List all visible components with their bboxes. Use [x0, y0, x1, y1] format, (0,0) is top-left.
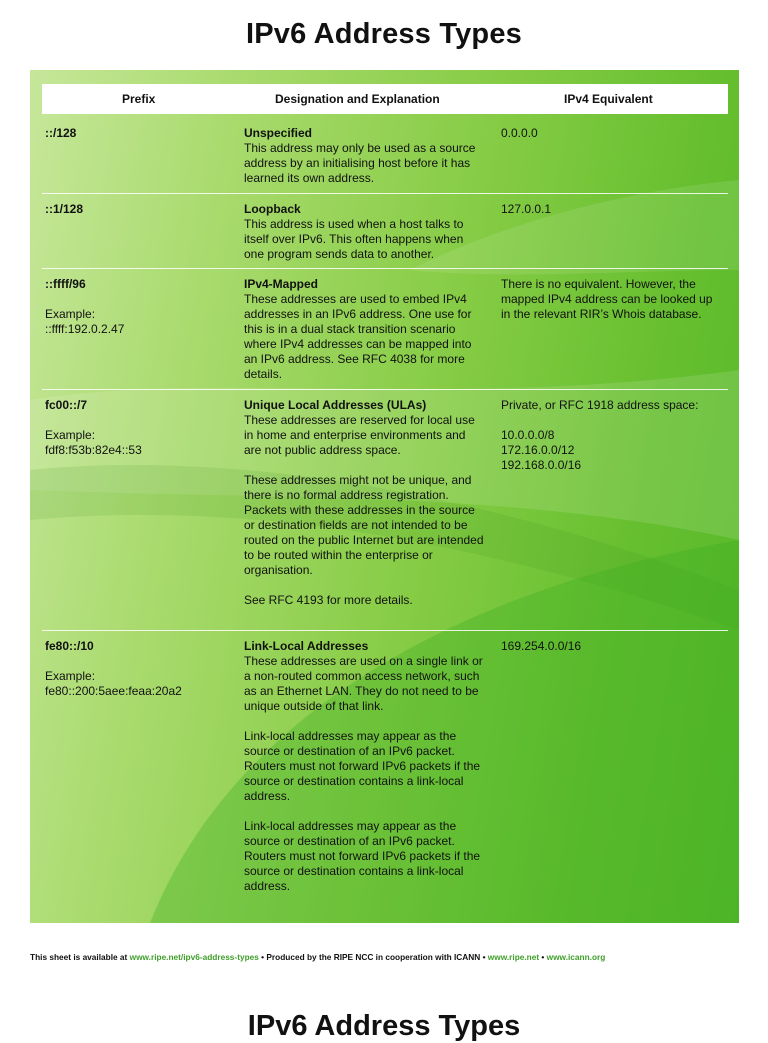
row-ipv4-range: 10.0.0.0/8 [501, 428, 555, 442]
row-ipv4-equivalent: 0.0.0.0 [501, 126, 538, 140]
header-ipv4: IPv4 Equivalent [564, 92, 653, 106]
row-designation: IPv4-Mapped [244, 277, 319, 291]
row-explanation: These addresses are reserved for local use in home and enterprise environments and are not public address space. [244, 413, 475, 457]
row-explanation: These addresses are used on a single link or a non-routed common access network, such as an Ethernet LAN. They do not need to be unique outside of that link. [244, 654, 483, 713]
header-designation: Designation and Explanation [275, 92, 440, 106]
footer-text: This sheet is available at [30, 952, 130, 962]
header-prefix: Prefix [122, 92, 156, 106]
table-row [42, 398, 728, 631]
row-designation: Unspecified [244, 126, 313, 140]
row-ipv4-range: 192.168.0.0/16 [501, 458, 582, 472]
page-title: IPv6 Address Types [246, 18, 522, 50]
row-explanation: These addresses are used to embed IPv4 addresses in an IPv6 address. One use for this is in a dual stack transition scenario where IPv4 addresses can be mapped into an IPv6 address. See RFC 4038 for more details. [244, 292, 472, 381]
table-row [42, 639, 728, 914]
footer [30, 952, 750, 962]
row-prefix: fc00::/7 [45, 398, 88, 412]
row-explanation: Link-local addresses may appear as the source or destination of an IPv6 packet. Routers must not forward IPv6 packets if the source or destination contains a link-local address. [244, 729, 481, 803]
table-row [42, 126, 728, 194]
row-explanation: This address is used when a host talks to itself over IPv6. This often happens when one program sends data to another. [244, 217, 464, 261]
row-ipv4-equivalent: 127.0.0.1 [501, 202, 552, 216]
row-designation: Link-Local Addresses [244, 639, 369, 653]
row-explanation: These addresses might not be unique, and there is no formal address registration. Packets with these addresses in the source or destination fields are not intended to be routed on the public Internet but are intended to be routed within the enterprise or organisation. [244, 473, 484, 577]
row-designation: Loopback [244, 202, 301, 216]
row-example: fe80::200:5aee:feaa:20a2 [45, 684, 182, 698]
row-explanation: Link-local addresses may appear as the source or destination of an IPv6 packet. Routers must not forward IPv6 packets if the source or destination contains a link-local address. [244, 819, 481, 893]
row-prefix: ::/128 [45, 126, 77, 140]
row-designation: Unique Local Addresses (ULAs) [244, 398, 427, 412]
row-example: fdf8:f53b:82e4::53 [45, 443, 142, 457]
row-example-label: Example: [45, 307, 96, 321]
row-example: ::ffff:192.0.2.47 [45, 322, 125, 336]
table-row [42, 277, 728, 390]
row-prefix: ::ffff/96 [45, 277, 86, 291]
row-ipv4-equivalent: Private, or RFC 1918 address space: [501, 398, 699, 412]
row-ipv4-range: 172.16.0.0/12 [501, 443, 575, 457]
row-prefix: ::1/128 [45, 202, 84, 216]
row-explanation: See RFC 4193 for more details. [244, 593, 413, 607]
footer-link-ripe[interactable]: www.ripe.net [487, 952, 540, 962]
row-example-label: Example: [45, 669, 96, 683]
footer-link-icann[interactable]: www.icann.org [546, 952, 606, 962]
footer-text: • [539, 952, 547, 962]
table-header [42, 84, 728, 114]
row-ipv4-equivalent: There is no equivalent. However, the mapped IPv4 address can be looked up in the relevant RIR’s Whois database. [501, 277, 713, 321]
footer-link-ipv6-types[interactable]: www.ripe.net/ipv6-address-types [129, 952, 259, 962]
row-prefix: fe80::/10 [45, 639, 94, 653]
row-ipv4-equivalent: 169.254.0.0/16 [501, 639, 582, 653]
table-row [42, 202, 728, 269]
next-page-title: IPv6 Address Types [247, 1010, 521, 1042]
address-types-table [30, 70, 739, 923]
row-example-label: Example: [45, 428, 96, 442]
footer-text: • Produced by the RIPE NCC in cooperation with ICANN • [258, 952, 488, 962]
row-explanation: This address may only be used as a source address by an initialising host before it has learned its own address. [244, 141, 476, 185]
